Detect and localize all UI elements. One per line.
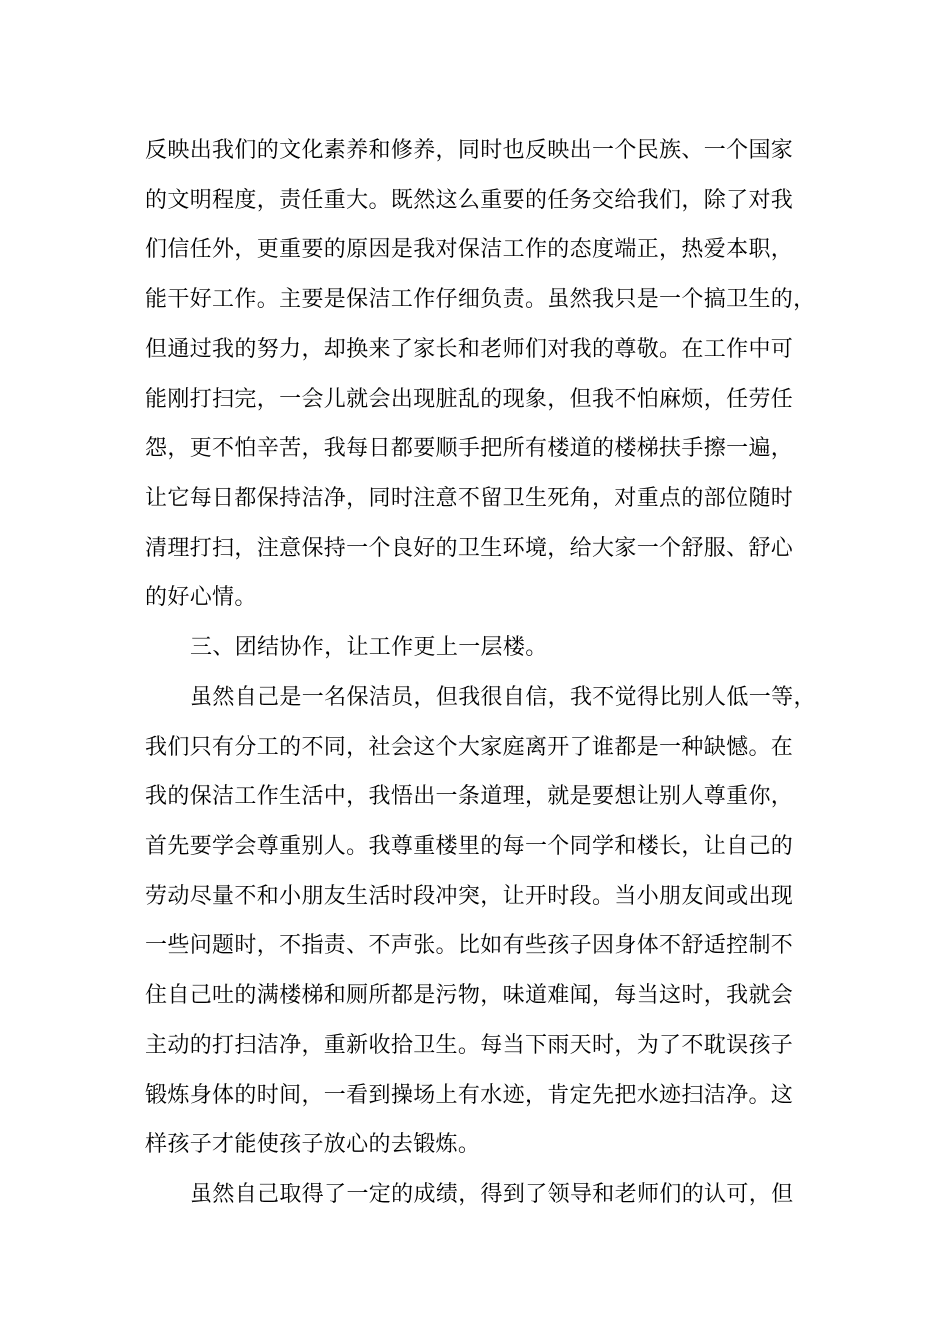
text-line: 我们只有分工的不同，社会这个大家庭离开了谁都是一种缺憾。在 bbox=[145, 735, 794, 760]
text-line: 劳动尽量不和小朋友生活时段冲突，让开时段。当小朋友间或出现 bbox=[145, 884, 794, 909]
paragraph-first-line: 虽然自己是一名保洁员，但我很自信，我不觉得比别人低一等， bbox=[190, 685, 816, 710]
text-line: 首先要学会尊重别人。我尊重楼里的每一个同学和楼长，让自己的 bbox=[145, 834, 794, 859]
text-line: 反映出我们的文化素养和修养，同时也反映出一个民族、一个国家 bbox=[145, 138, 794, 163]
text-line: 一些问题时，不指责、不声张。比如有些孩子因身体不舒适控制不 bbox=[145, 933, 794, 958]
text-line: 住自己吐的满楼梯和厕所都是污物，味道难闻，每当这时，我就会 bbox=[145, 983, 794, 1008]
text-line: 我的保洁工作生活中，我悟出一条道理，就是要想让别人尊重你， bbox=[145, 784, 794, 809]
text-line: 怨，更不怕辛苦，我每日都要顺手把所有楼道的楼梯扶手擦一遍， bbox=[145, 436, 794, 461]
text-line: 样孩子才能使孩子放心的去锻炼。 bbox=[145, 1132, 481, 1157]
paragraph-first-line: 虽然自己取得了一定的成绩，得到了领导和老师们的认可，但 bbox=[190, 1182, 794, 1207]
text-line: 的好心情。 bbox=[145, 585, 257, 610]
text-line: 让它每日都保持洁净，同时注意不留卫生死角，对重点的部位随时 bbox=[145, 486, 794, 511]
text-line: 能干好工作。主要是保洁工作仔细负责。虽然我只是一个搞卫生的， bbox=[145, 287, 816, 312]
text-line: 但通过我的努力，却换来了家长和老师们对我的尊敬。在工作中可 bbox=[145, 337, 794, 362]
text-line: 清理打扫，注意保持一个良好的卫生环境，给大家一个舒服、舒心 bbox=[145, 536, 794, 561]
text-line: 主动的打扫洁净，重新收拾卫生。每当下雨天时，为了不耽误孩子 bbox=[145, 1033, 794, 1058]
text-line: 的文明程度，责任重大。既然这么重要的任务交给我们，除了对我 bbox=[145, 188, 794, 213]
section-heading: 三、团结协作，让工作更上一层楼。 bbox=[190, 635, 548, 660]
text-line: 能刚打扫完，一会儿就会出现脏乱的现象，但我不怕麻烦，任劳任 bbox=[145, 387, 794, 412]
text-line: 们信任外，更重要的原因是我对保洁工作的态度端正，热爱本职， bbox=[145, 237, 794, 262]
text-line: 锻炼身体的时间，一看到操场上有水迹，肯定先把水迹扫洁净。这 bbox=[145, 1083, 794, 1108]
